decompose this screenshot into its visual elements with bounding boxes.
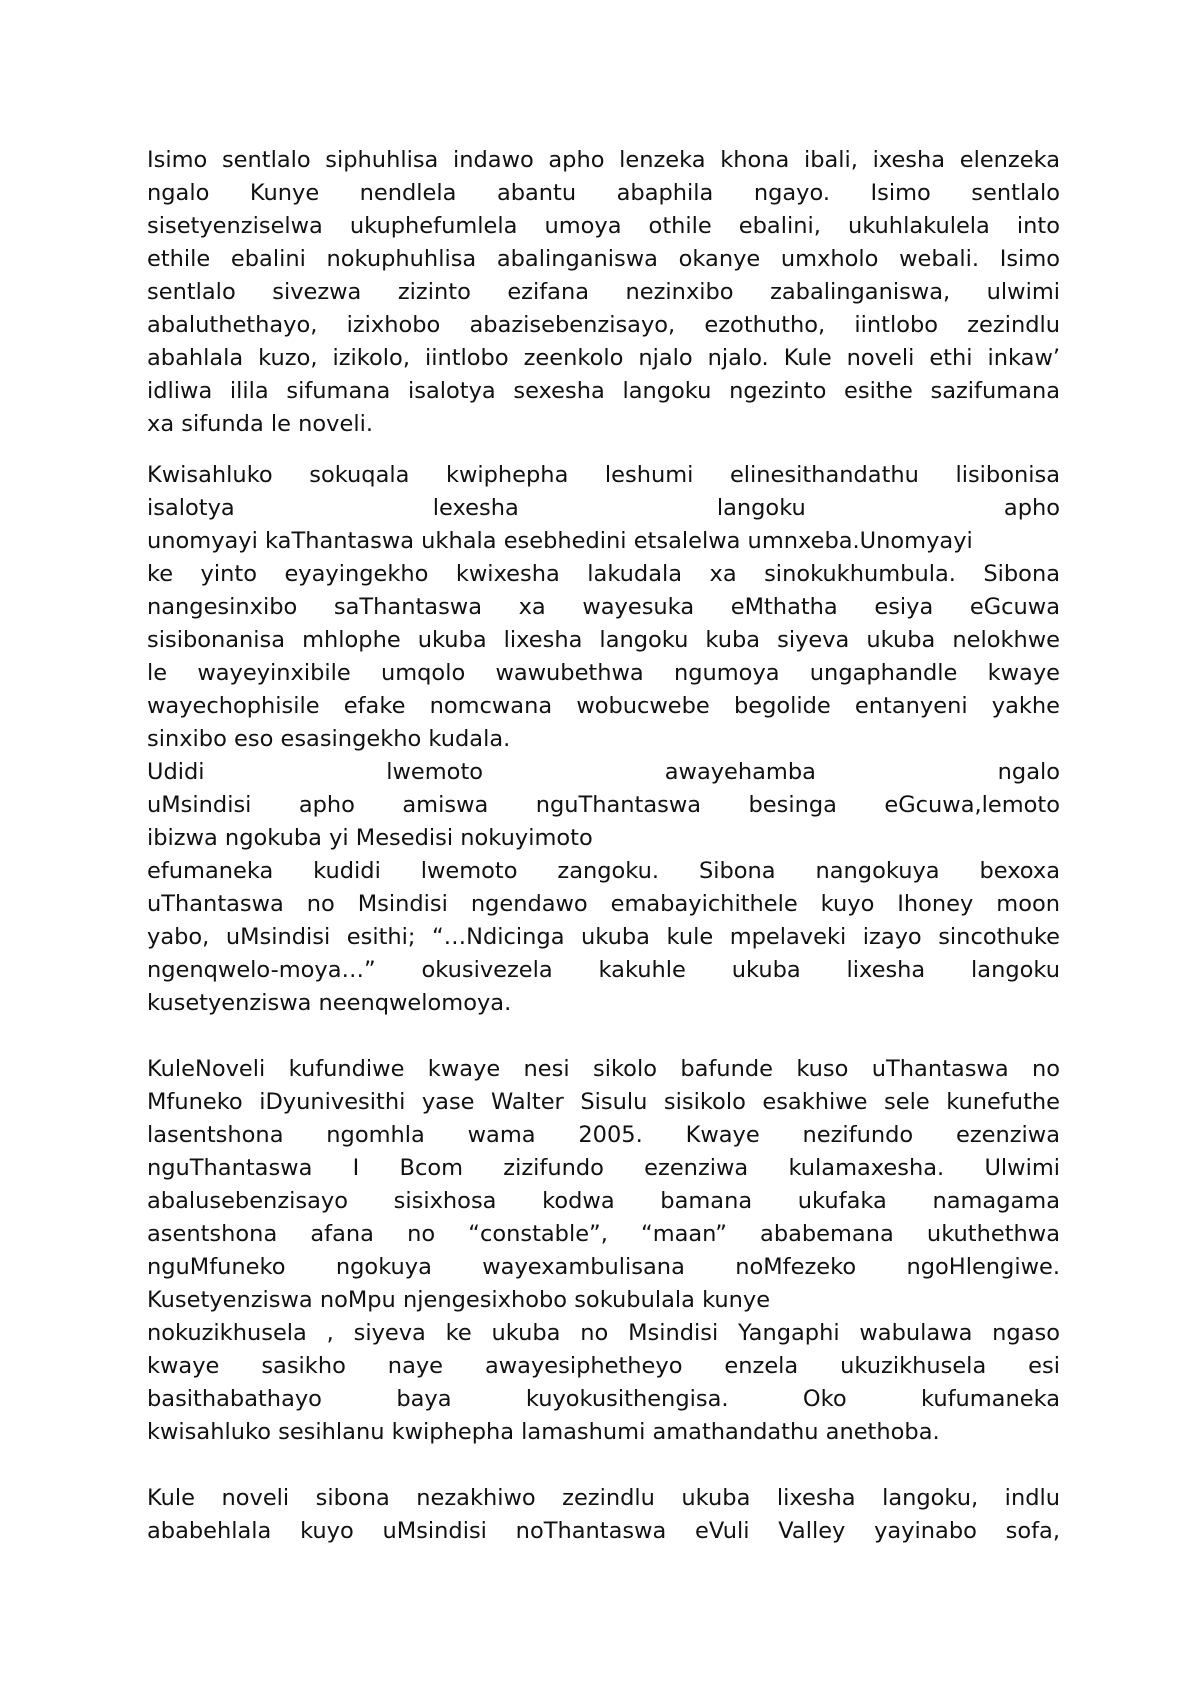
text-line: le wayeyinxibile umqolo wawubethwa ngumoya ungaphandle kwaye — [147, 660, 1060, 686]
text-line: yabo, uMsindisi esithi; “…Ndicinga ukuba kule mpelaveki izayo sincothuke — [147, 924, 1060, 950]
text-line: abalusebenzisayo sisixhosa kodwa bamana ukufaka namagama — [147, 1188, 1060, 1214]
text-line: Kwisahluko sokuqala kwiphepha leshumi elinesithandathu lisibonisa — [147, 462, 1060, 488]
text-line: uMsindisi apho amiswa nguThantaswa besinga eGcuwa,lemoto — [147, 792, 1060, 818]
text-line: kwisahluko sesihlanu kwiphepha lamashumi amathandathu anethoba. — [147, 1419, 940, 1445]
text-line: kusetyenziswa neenqwelomoya. — [147, 990, 512, 1016]
text-line: lasentshona ngomhla wama 2005. Kwaye nezifundo ezenziwa — [147, 1122, 1060, 1148]
text-line: nguMfuneko ngokuya wayexambulisana noMfezeko ngoHlengiwe. — [147, 1254, 1060, 1280]
text-line: asentshona afana no “constable”, “maan” ababemana ukuthethwa — [147, 1221, 1060, 1247]
text-line: Kusetyenziswa noMpu njengesixhobo sokubulala kunye — [147, 1287, 771, 1313]
text-line: uThantaswa no Msindisi ngendawo emabayichithele kuyo Ihoney moon — [147, 891, 1060, 917]
text-line: sisetyenziselwa ukuphefumlela umoya othile ebalini, ukuhlakulela into — [147, 213, 1060, 239]
text-line: efumaneka kudidi lwemoto zangoku. Sibona nangokuya bexoxa — [147, 858, 1060, 884]
text-line: Udidi lwemoto awayehamba ngalo — [147, 759, 1060, 785]
text-line: sinxibo eso esasingekho kudala. — [147, 726, 511, 752]
text-line: abaluthethayo, izixhobo abazisebenzisayo, ezothutho, iintlobo zezindlu — [147, 312, 1060, 338]
text-line: abahlala kuzo, izikolo, iintlobo zeenkolo njalo njalo. Kule noveli ethi inkaw’ — [147, 345, 1060, 371]
text-line: wayechophisile efake nomcwana wobucwebe begolide entanyeni yakhe — [147, 693, 1060, 719]
text-line: Mfuneko iDyunivesithi yase Walter Sisulu sisikolo esakhiwe sele kunefuthe — [147, 1089, 1060, 1115]
text-line: sisibonanisa mhlophe ukuba lixesha langoku kuba siyeva ukuba nelokhwe — [147, 627, 1060, 653]
text-line: Kule noveli sibona nezakhiwo zezindlu ukuba lixesha langoku, indlu — [147, 1485, 1060, 1511]
text-line: ngenqwelo-moya…” okusivezela kakuhle ukuba lixesha langoku — [147, 957, 1060, 983]
text-line: ibizwa ngokuba yi Mesedisi nokuyimoto — [147, 825, 593, 851]
text-line: idliwa ilila sifumana isalotya sexesha langoku ngezinto esithe sazifumana — [147, 378, 1060, 404]
text-line: nguThantaswa I Bcom zizifundo ezenziwa kulamaxesha. Ulwimi — [147, 1155, 1060, 1181]
text-line: ngalo Kunye nendlela abantu abaphila ngayo. Isimo sentlalo — [147, 180, 1060, 206]
text-line: xa sifunda le noveli. — [147, 411, 373, 437]
text-line: kwaye sasikho naye awayesiphetheyo enzela ukuzikhusela esi — [147, 1353, 1060, 1379]
text-line: nangesinxibo saThantaswa xa wayesuka eMthatha esiya eGcuwa — [147, 594, 1060, 620]
text-line: isalotya lexesha langoku apho — [147, 495, 1060, 521]
text-line: unomyayi kaThantaswa ukhala esebhedini etsalelwa umnxeba.Unomyayi — [147, 528, 973, 554]
text-line: sentlalo sivezwa zizinto ezifana nezinxibo zabalinganiswa, ulwimi — [147, 279, 1060, 305]
text-line: nokuzikhusela , siyeva ke ukuba no Msindisi Yangaphi wabulawa ngaso — [147, 1320, 1060, 1346]
text-line: KuleNoveli kufundiwe kwaye nesi sikolo bafunde kuso uThantaswa no — [147, 1056, 1060, 1082]
text-line: Isimo sentlalo siphuhlisa indawo apho lenzeka khona ibali, ixesha elenzeka — [147, 147, 1060, 173]
text-line: ababehlala kuyo uMsindisi noThantaswa eVuli Valley yayinabo sofa, — [147, 1518, 1060, 1544]
text-line: ke yinto eyayingekho kwixesha lakudala xa sinokukhumbula. Sibona — [147, 561, 1060, 587]
text-line: ethile ebalini nokuphuhlisa abalinganiswa okanye umxholo webali. Isimo — [147, 246, 1060, 272]
text-line: basithabathayo baya kuyokusithengisa. Oko kufumaneka — [147, 1386, 1060, 1412]
